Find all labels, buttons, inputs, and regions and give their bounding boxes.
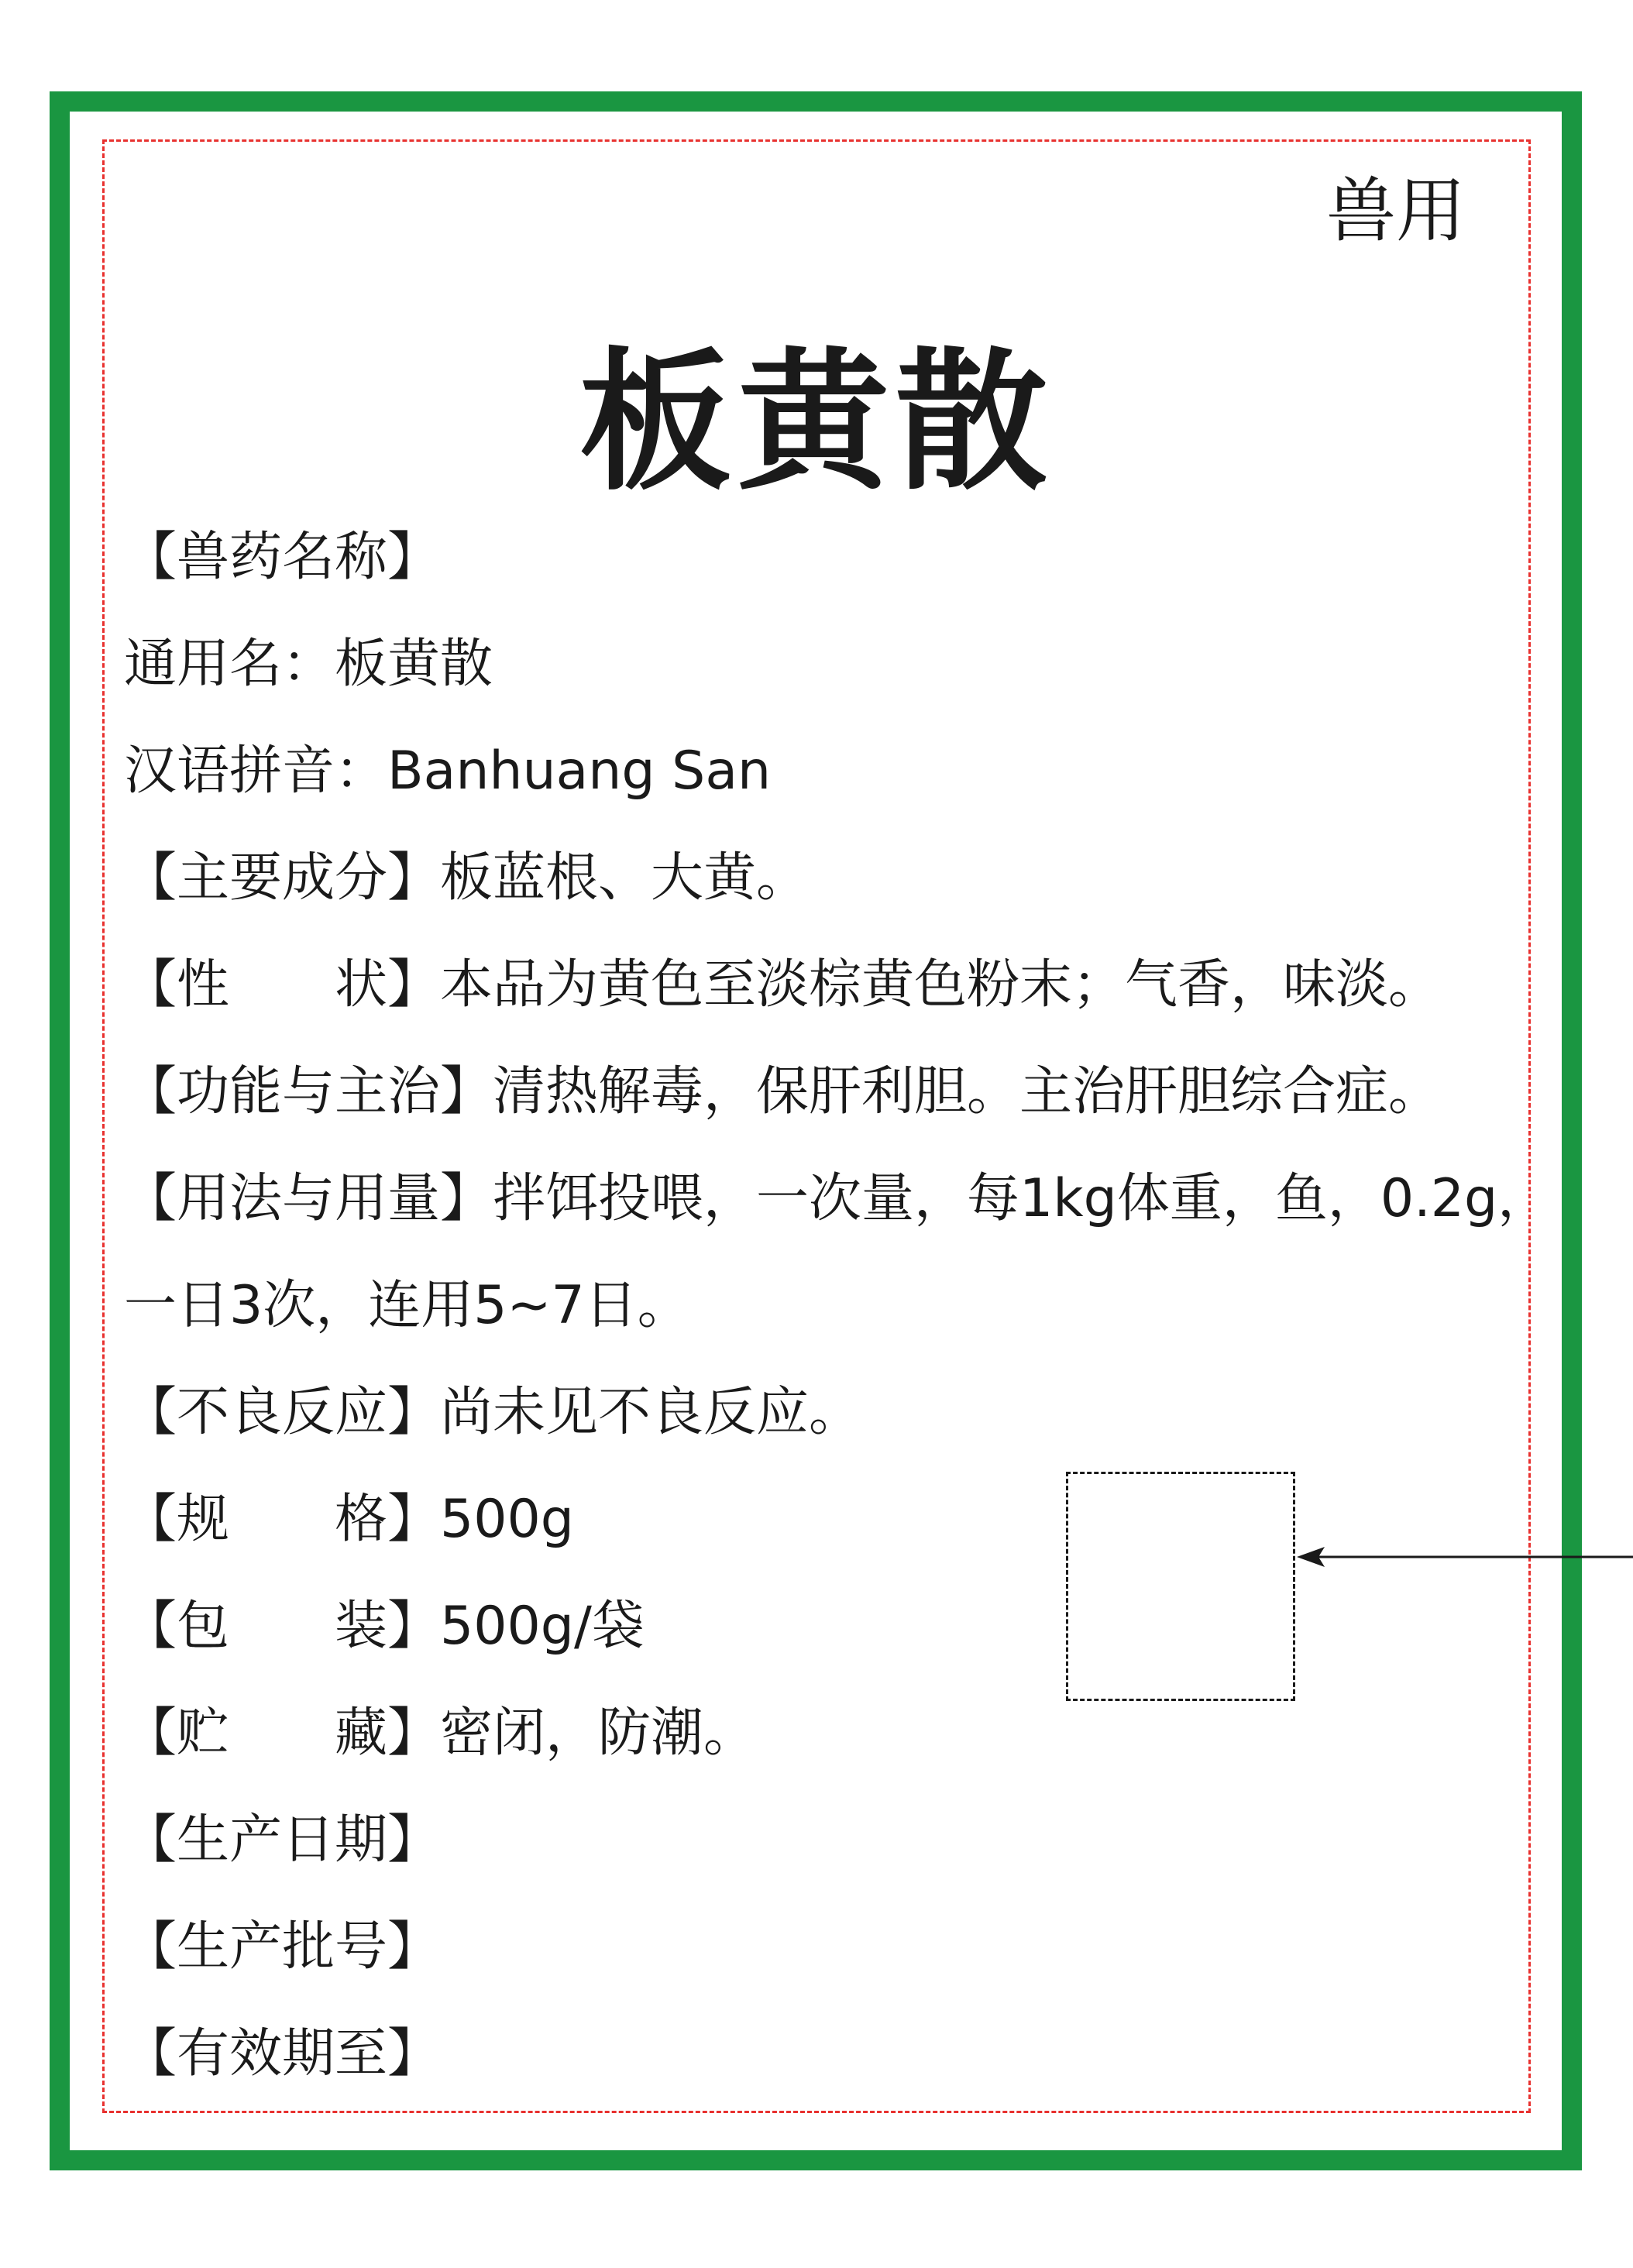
section-label: 【主要成分】 bbox=[124, 847, 441, 909]
section-value: 密闭，防潮。 bbox=[440, 1703, 757, 1764]
vet-name-heading bbox=[124, 527, 440, 589]
expiry-row bbox=[124, 2023, 440, 2085]
section-value: 本品为黄色至淡棕黄色粉末；气香，味淡。 bbox=[440, 954, 1442, 1015]
section-label: 【规 格】 bbox=[124, 1489, 441, 1550]
production-date-row bbox=[124, 1809, 440, 1871]
product-title: 板黄散 bbox=[579, 335, 1054, 511]
section-value: 一日3次，连用5~7日。 bbox=[124, 1275, 690, 1336]
section-value: 尚未见不良反应。 bbox=[440, 1382, 862, 1443]
batch-number-row bbox=[124, 1916, 440, 1978]
field-label: 通用名： bbox=[124, 634, 335, 695]
generic-name-row bbox=[124, 634, 493, 696]
section-label: 【功能与主治】 bbox=[124, 1061, 493, 1122]
section-label: 【有效期至】 bbox=[124, 2023, 441, 2084]
veterinary-use-mark: 兽用 bbox=[1326, 170, 1466, 252]
section-label: 【不良反应】 bbox=[124, 1382, 441, 1443]
section-label: 【用法与用量】 bbox=[124, 1168, 493, 1229]
section-value: 板蓝根、大黄。 bbox=[440, 847, 810, 909]
field-value: 板黄散 bbox=[335, 634, 493, 695]
ingredients-row bbox=[124, 847, 809, 909]
section-label: 【贮 藏】 bbox=[124, 1703, 441, 1764]
adverse-row bbox=[124, 1382, 861, 1444]
section-label: 【包 装】 bbox=[124, 1596, 441, 1657]
section-value: 500g/袋 bbox=[440, 1596, 645, 1657]
spec-row bbox=[124, 1489, 574, 1551]
package-row bbox=[124, 1596, 645, 1658]
field-label: 汉语拼音： bbox=[124, 741, 388, 802]
appearance-row bbox=[124, 954, 1441, 1016]
field-value: Banhuang San bbox=[387, 741, 772, 802]
section-label: 【生产批号】 bbox=[124, 1916, 441, 1978]
pinyin-row bbox=[124, 741, 771, 802]
usage-row bbox=[124, 1168, 1550, 1230]
section-label: 【生产日期】 bbox=[124, 1809, 441, 1871]
pointer-arrow-icon bbox=[1294, 1541, 1633, 1572]
usage-row-continued bbox=[124, 1275, 690, 1337]
section-label: 【性 状】 bbox=[124, 954, 441, 1015]
code-placeholder-box bbox=[1066, 1472, 1295, 1701]
section-value: 500g bbox=[440, 1489, 574, 1550]
storage-row bbox=[124, 1703, 756, 1765]
section-value: 拌饵投喂，一次量，每1kg体重，鱼，0.2g， bbox=[493, 1168, 1551, 1229]
function-row bbox=[124, 1061, 1441, 1123]
section-label: 【兽药名称】 bbox=[124, 527, 441, 588]
section-value: 清热解毒，保肝利胆。主治肝胆综合症。 bbox=[493, 1061, 1442, 1122]
